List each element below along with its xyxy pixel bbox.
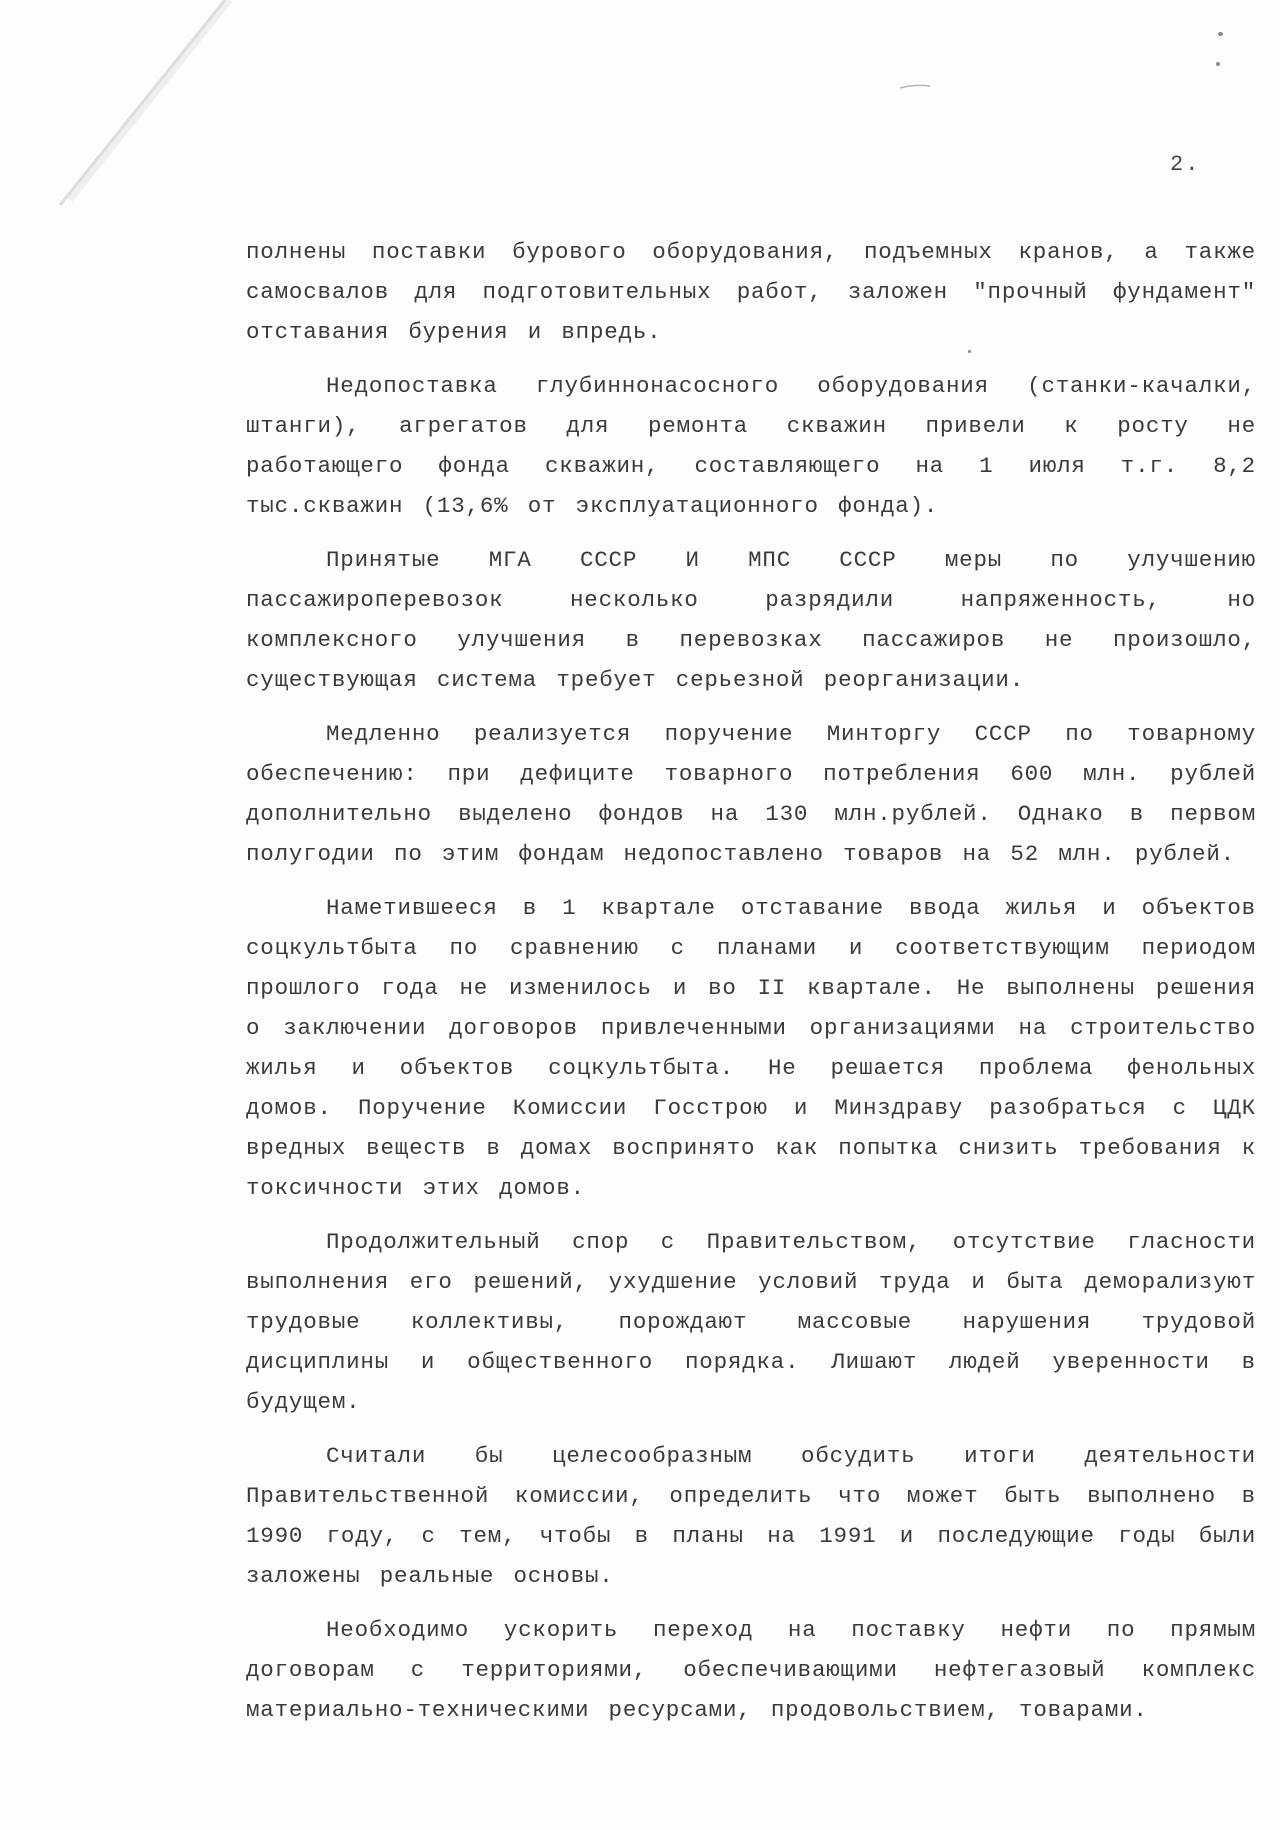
paragraph: Считали бы целесообразным обсудить итоги деятельности Правительственной комиссии, определить что может быть выполнено в 1990 году, с тем, чтобы в планы на 1991 и последующие годы были заложены реальные основы.: [246, 1443, 1256, 1589]
paragraph: Недопоставка глубиннонасосного оборудования (станки-качалки, штанги), агрегатов для ремонта скважин привели к росту не работающего фонда скважин, составляющего на 1 июля т.г. 8,2 тыс.скважин (13,6% от эксплуатационного фонда).: [246, 373, 1256, 519]
paragraph: Принятые МГА СССР И МПС СССР меры по улучшению пассажироперевозок несколько разрядили напряженность, но комплексного улучшения в перевозках пассажиров не произошло, существующая система требует серьезной реорганизации.: [246, 547, 1256, 693]
paragraph: Наметившееся в 1 квартале отставание ввода жилья и объектов соцкультбыта по сравнению с планами и соответствующим периодом прошлого года не изменилось и во II квартале. Не выполнены решения о заключении договоров привлеченными организациями на строительство жилья и объектов соцкультбыта. Не решается проблема фенольных домов. Поручение Комиссии Госстрою и Минздраву разобраться с ЦДК вредных веществ в домах воспринято как попытка снизить требования к токсичности этих домов.: [246, 895, 1256, 1201]
paragraph: полнены поставки бурового оборудования, подъемных кранов, а также самосвалов для подготовительных работ, заложен "прочный фундамент" отставания бурения и впредь.: [246, 239, 1256, 345]
paragraph: Медленно реализуется поручение Минторгу СССР по товарному обеспечению: при дефиците товарного потребления 600 млн. рублей дополнительно выделено фондов на 130 млн.рублей. Однако в первом полугодии по этим фондам недопоставлено товаров на 52 млн. рублей.: [246, 721, 1256, 867]
document-body: [246, 232, 1256, 1744]
paragraph: Необходимо ускорить переход на поставку нефти по прямым договорам с территориями, обеспечивающими нефтегазовый комплекс материально-техническими ресурсами, продовольствием, товарами.: [246, 1617, 1256, 1723]
paragraph: Продолжительный спор с Правительством, отсутствие гласности выполнения его решений, ухудшение условий труда и быта деморализуют трудовые коллективы, порождают массовые нарушения трудовой дисциплины и общественного порядка. Лишают людей уверенности в будущем.: [246, 1229, 1256, 1415]
scan-speck: [1216, 62, 1220, 66]
page-number: 2.: [1170, 152, 1201, 177]
scan-speck: [1218, 32, 1223, 36]
